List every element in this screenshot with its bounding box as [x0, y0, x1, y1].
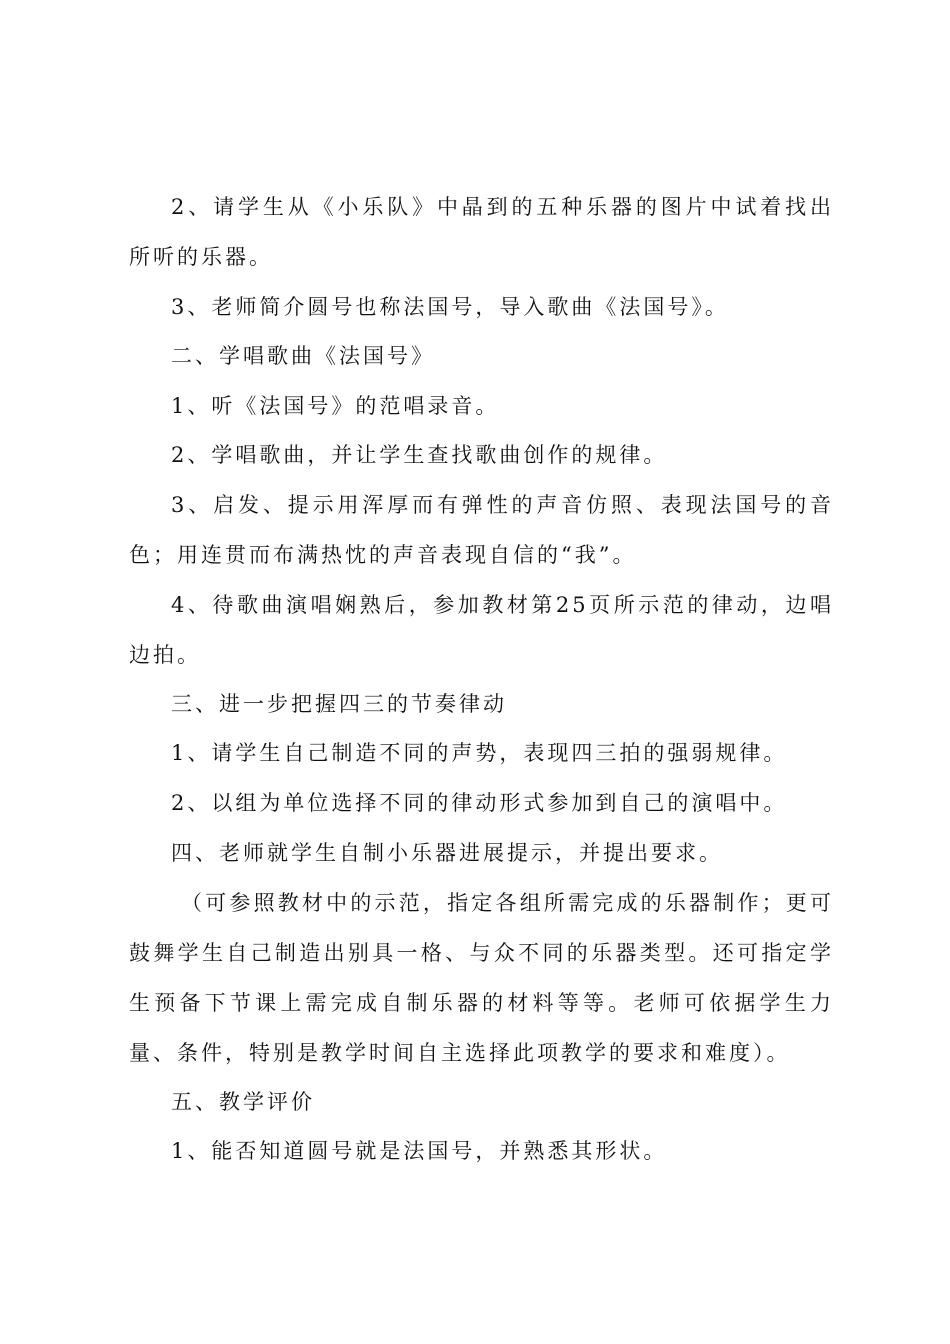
paragraph-evaluation-item: 1、能否知道圆号就是法国号，并熟悉其形状。: [171, 1139, 668, 1163]
section-heading-homemade-instruments: 四、老师就学生自制小乐器进展提示，并提出要求。: [171, 841, 723, 865]
section-heading-learn-song: 二、学唱歌曲《法国号》: [171, 344, 435, 368]
paragraph-voice-guidance: 3、启发、提示用浑厚而有弹性的声音仿照、表现法国号的音色；用连贯而布满热忱的声音表现自信的“我”。: [129, 493, 834, 567]
paragraph-rhythm-movement: 4、待歌曲演唱娴熟后，参加教材第25页所示范的律动，边唱边拍。: [129, 593, 834, 667]
paragraph-instrument-identification: 2、请学生从《小乐队》中晶到的五种乐器的图片中试着找出所听的乐器。: [129, 195, 834, 269]
paragraph-instrument-making-notes: （可参照教材中的示范，指定各组所需完成的乐器制作；更可鼓舞学生自己制造出别具一格、与众不同的乐器类型。还可指定学生预备下节课上需完成自制乐器的材料等等。老师可依据学生力量、条件，特别是教学时间自主选择此项教学的要求和难度）。: [129, 891, 834, 1065]
paragraph-group-movement: 2、以组为单位选择不同的律动形式参加到自己的演唱中。: [171, 791, 788, 815]
section-heading-evaluation: 五、教学评价: [171, 1090, 315, 1114]
paragraph-learn-song: 2、学唱歌曲，并让学生查找歌曲创作的规律。: [171, 443, 668, 467]
section-heading-rhythm: 三、进一步把握四三的节奏律动: [171, 692, 507, 716]
paragraph-listen-recording: 1、听《法国号》的范唱录音。: [171, 394, 500, 418]
paragraph-horn-introduction: 3、老师简介圆号也称法国号，导入歌曲《法国号》。: [171, 295, 729, 319]
paragraph-create-sounds: 1、请学生自己制造不同的声势，表现四三拍的强弱规律。: [171, 741, 788, 765]
